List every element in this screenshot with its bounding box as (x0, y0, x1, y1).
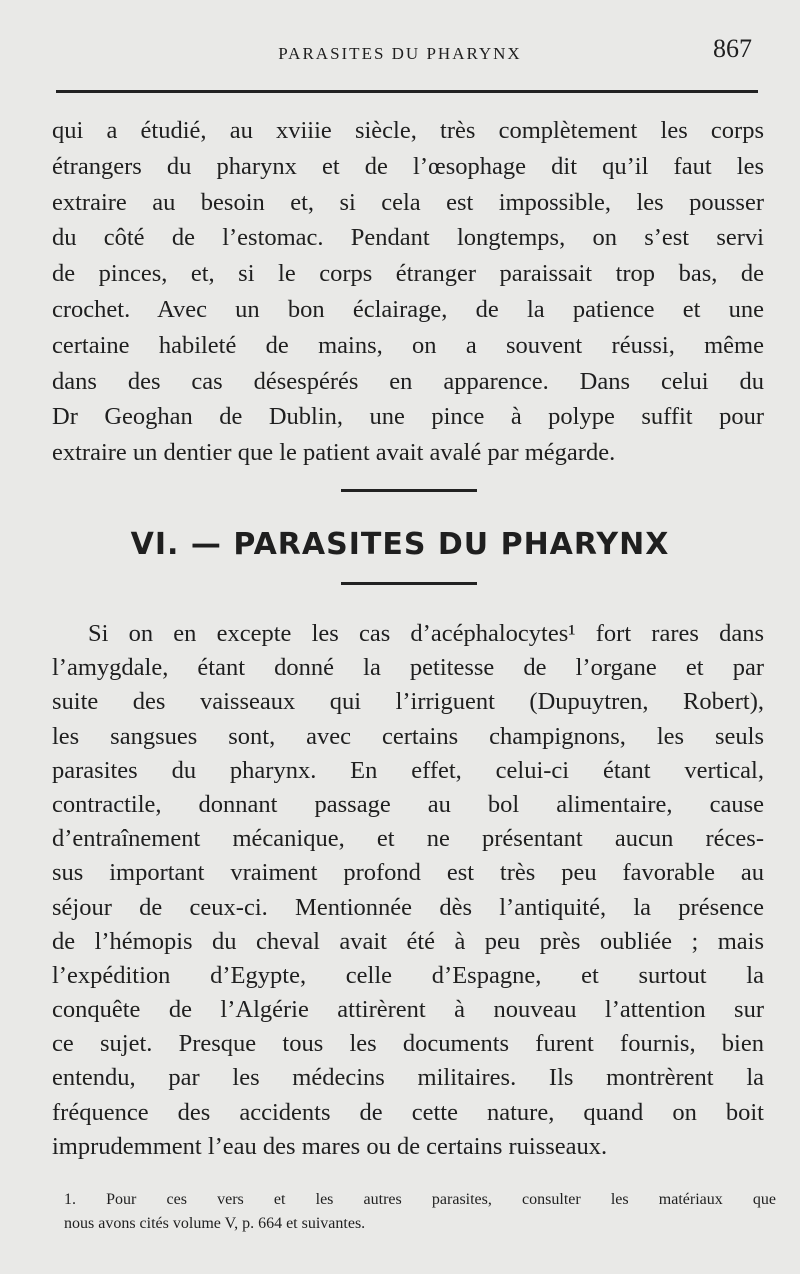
section-rule-bottom (341, 582, 477, 585)
text-line: sus important vraiment profond est très peu favorable au (52, 859, 764, 887)
section-rule-top (341, 489, 477, 492)
text-line: Si on en excepte les cas d’acéphalocytes¹ fort rares dans (88, 620, 764, 647)
header-rule (56, 90, 758, 93)
text-line: l’amygdale, étant donné la petitesse de l’organe et par (52, 654, 764, 682)
footnote-line: nous avons cités volume V, p. 664 et suivantes. (64, 1215, 366, 1232)
text-line: Dr Geoghan de Dublin, une pince à polype suffit pour (52, 403, 764, 431)
text-line: de l’hémopis du cheval avait été à peu près oubliée ; mais (52, 927, 764, 955)
text-line: l’expédition d’Egypte, celle d’Espagne, et surtout la (52, 961, 764, 989)
text-line: de pinces, et, si le corps étranger paraissait trop bas, de (52, 260, 764, 288)
footnote-line: 1. Pour ces vers et les autres parasites, consulter les matériaux que (64, 1191, 776, 1208)
text-line: extraire un dentier que le patient avait avalé par mégarde. (52, 439, 616, 467)
text-line: parasites du pharynx. En effet, celui-ci étant vertical, (52, 756, 764, 784)
body-paragraph (52, 617, 764, 1164)
section-heading: VI. — PARASITES DU PHARYNX (130, 527, 670, 562)
text-line: suite des vaisseaux qui l’irriguent (Dupuytren, Robert), (52, 688, 764, 716)
text-line: du côté de l’estomac. Pendant longtemps, on s’est servi (52, 224, 764, 252)
text-line: étrangers du pharynx et de l’œsophage dit qu’il faut les (52, 152, 764, 180)
page-number: 867 (713, 34, 752, 63)
text-line: imprudemment l’eau des mares ou de certains ruisseaux. (52, 1132, 608, 1160)
text-line: les sangsues sont, avec certains champignons, les seuls (52, 722, 764, 750)
text-line: d’entraînement mécanique, et ne présentant aucun réces- (52, 825, 764, 853)
text-line: fréquence des accidents de cette nature, quand on boit (52, 1098, 764, 1126)
text-line: conquête de l’Algérie attirèrent à nouveau l’attention sur (52, 996, 764, 1024)
text-line: séjour de ceux-ci. Mentionnée dès l’antiquité, la présence (52, 893, 764, 921)
text-line: certaine habileté de mains, on a souvent réussi, même (52, 331, 764, 359)
footnote (64, 1188, 776, 1236)
running-header: PARASITES DU PHARYNX (278, 44, 522, 63)
text-line: qui a étudié, au xviiie siècle, très complètement les corps (52, 117, 764, 144)
top-paragraph (52, 113, 764, 471)
text-line: extraire au besoin et, si cela est impossible, les pousser (52, 188, 764, 216)
text-line: contractile, donnant passage au bol alimentaire, cause (52, 790, 764, 818)
text-line: ce sujet. Presque tous les documents furent fournis, bien (52, 1030, 764, 1058)
text-line: crochet. Avec un bon éclairage, de la patience et une (52, 295, 764, 323)
text-line: dans des cas désespérés en apparence. Dans celui du (52, 367, 764, 395)
text-line: entendu, par les médecins militaires. Ils montrèrent la (52, 1064, 764, 1092)
